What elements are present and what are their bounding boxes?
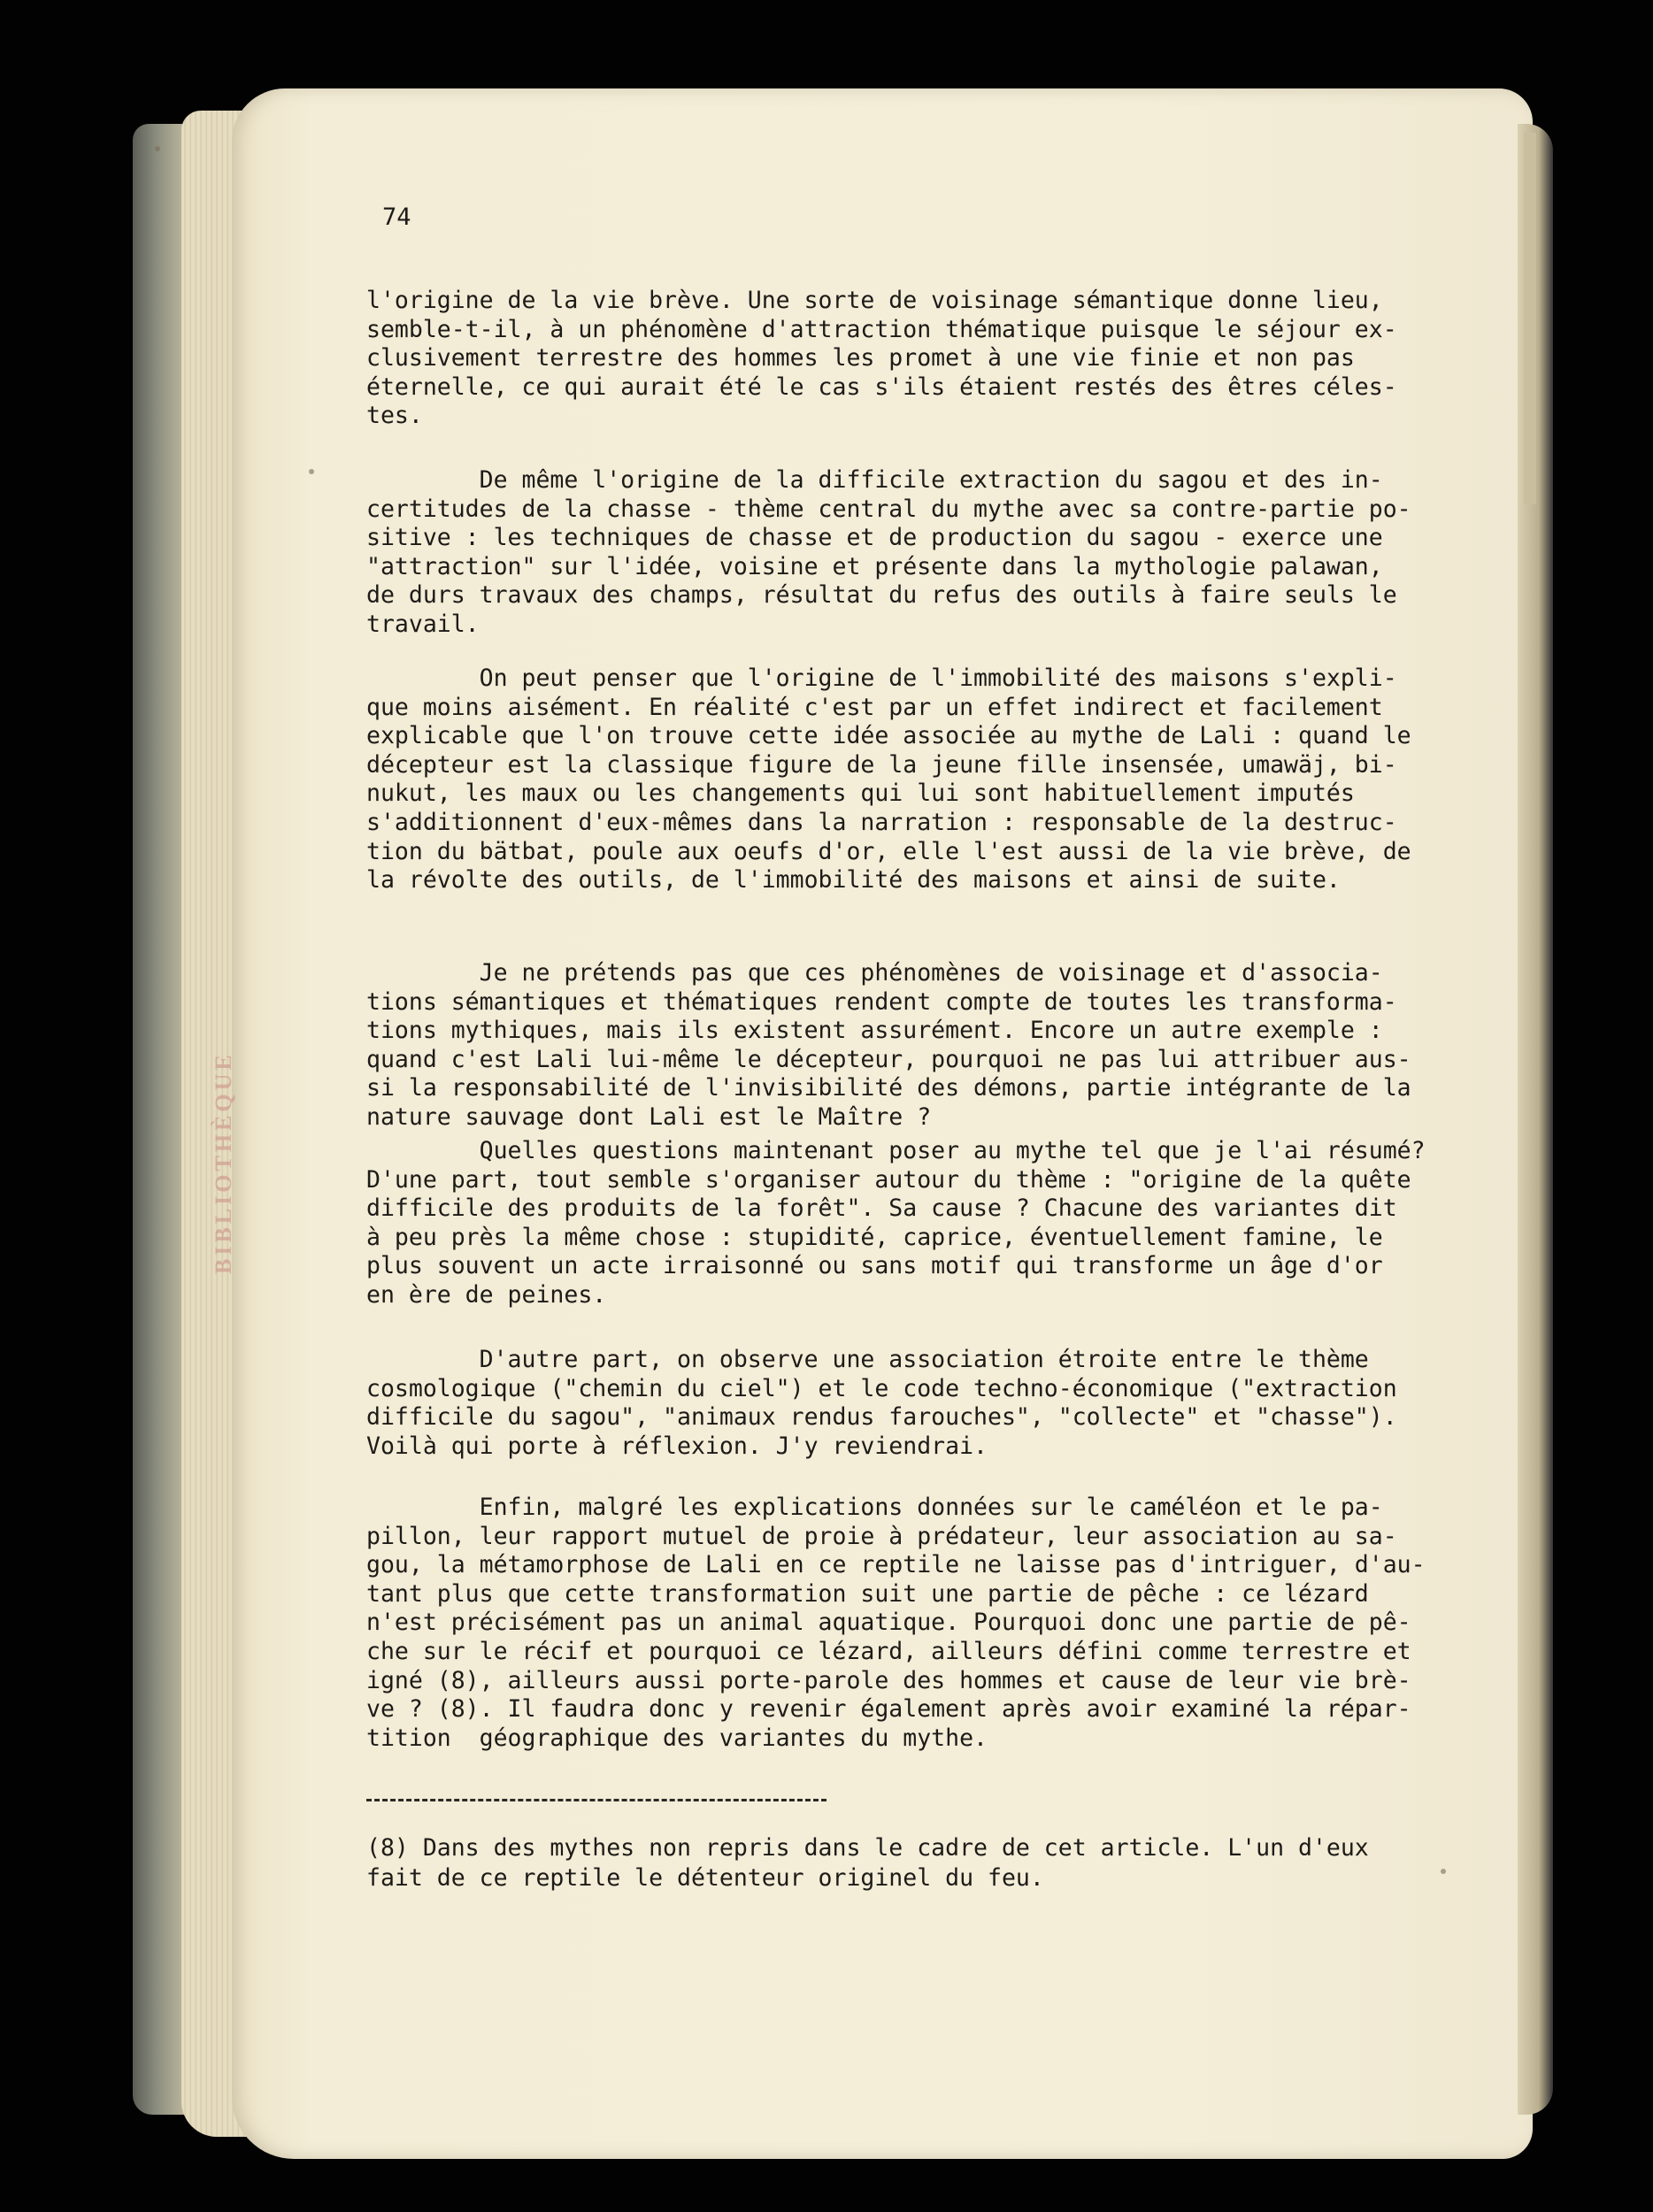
text-line: tes. — [366, 402, 423, 430]
text-line: Enfin, malgré les explications données sur le caméléon et le pa- — [366, 1494, 1383, 1521]
text-line: l'origine de la vie brève. Une sorte de voisinage sémantique donne lieu, — [366, 287, 1383, 314]
text-line: n'est précisément pas un animal aquatique. Pourquoi donc une partie de pê- — [366, 1609, 1411, 1637]
text-line: certitudes de la chasse - thème central du mythe avec sa contre-partie po- — [366, 495, 1411, 523]
dust-spot — [1441, 1869, 1446, 1874]
text-line: pillon, leur rapport mutuel de proie à prédateur, leur association au sa- — [366, 1522, 1397, 1550]
text-line: ve ? (8). Il faudra donc y revenir également après avoir examiné la répar- — [366, 1695, 1411, 1724]
paragraph-1 — [366, 287, 1397, 431]
text-line: s'additionnent d'eux-mêmes dans la narration : responsable de la destruc- — [366, 808, 1397, 836]
text-line: igné (8), ailleurs aussi porte-parole des hommes et cause de leur vie brè- — [366, 1666, 1411, 1694]
text-line: tions sémantiques et thématiques rendent compte de toutes les transforma- — [366, 987, 1397, 1016]
text-line: De même l'origine de la difficile extraction du sagou et des in- — [366, 466, 1383, 494]
paragraph-5 — [366, 1137, 1426, 1310]
text-line: que moins aisément. En réalité c'est par un effet indirect et facilement — [366, 693, 1383, 721]
text-line: On peut penser que l'origine de l'immobilité des maisons s'expli- — [366, 664, 1397, 692]
text-line: éternelle, ce qui aurait été le cas s'ils étaient restés des êtres céles- — [366, 373, 1397, 401]
footnote — [366, 1833, 1369, 1893]
text-line: cosmologique ("chemin du ciel") et le code techno-économique ("extraction — [366, 1374, 1397, 1402]
text-line: gou, la métamorphose de Lali en ce reptile ne laisse pas d'intriguer, d'au- — [366, 1551, 1426, 1579]
text-line: plus souvent un acte irraisonné ou sans motif qui transforme un âge d'or — [366, 1252, 1383, 1280]
text-line: nature sauvage dont Lali est le Maître ? — [366, 1102, 932, 1131]
dust-spot — [309, 469, 314, 474]
text-line: nukut, les maux ou les changements qui lui sont habituellement imputés — [366, 780, 1355, 808]
text-line: D'autre part, on observe une association étroite entre le thème — [366, 1346, 1369, 1373]
page-number: 74 — [382, 204, 411, 231]
text-line: tion du bätbat, poule aux oeufs d'or, elle l'est aussi de la vie brève, de — [366, 837, 1411, 865]
text-line: décepteur est la classique figure de la jeune fille insensée, umawäj, bi- — [366, 750, 1397, 779]
text-line: Quelles questions maintenant poser au mythe tel que je l'ai résumé? — [366, 1137, 1426, 1164]
text-line: tition géographique des variantes du mythe. — [366, 1724, 988, 1752]
text-line: si la responsabilité de l'invisibilité des démons, partie intégrante de la — [366, 1074, 1411, 1102]
text-line: "attraction" sur l'idée, voisine et présente dans la mythologie palawan, — [366, 552, 1383, 580]
text-line: la révolte des outils, de l'immobilité des maisons et ainsi de suite. — [366, 866, 1341, 895]
text-line: de durs travaux des champs, résultat du refus des outils à faire seuls le — [366, 581, 1397, 610]
footnote-line: fait de ce reptile le détenteur originel du feu. — [366, 1864, 1044, 1892]
paragraph-4 — [366, 959, 1411, 1133]
paragraph-7 — [366, 1494, 1426, 1753]
page-right-tab — [1524, 133, 1536, 504]
library-stamp: BIBLIOTHÈQUE — [211, 1051, 236, 1274]
text-line: tions mythiques, mais ils existent assurément. Encore un autre exemple : — [366, 1017, 1383, 1045]
text-line: D'une part, tout semble s'organiser autour du thème : "origine de la quête — [366, 1165, 1411, 1194]
text-line: semble-t-il, à un phénomène d'attraction thématique puisque le séjour ex- — [366, 315, 1397, 343]
footnote-divider — [366, 1799, 826, 1801]
text-line: explicable que l'on trouve cette idée associée au mythe de Lali : quand le — [366, 722, 1411, 750]
text-line: clusivement terrestre des hommes les promet à une vie finie et non pas — [366, 344, 1355, 373]
paragraph-6 — [366, 1346, 1397, 1461]
text-line: sitive : les techniques de chasse et de production du sagou - exerce une — [366, 524, 1383, 552]
text-line: tant plus que cette transformation suit une partie de pêche : ce lézard — [366, 1579, 1369, 1608]
footnote-line: (8) Dans des mythes non repris dans le cadre de cet article. L'un d'eux — [366, 1834, 1369, 1862]
text-line: Voilà qui porte à réflexion. J'y reviendrai. — [366, 1432, 988, 1460]
text-line: quand c'est Lali lui-même le décepteur, pourquoi ne pas lui attribuer aus- — [366, 1045, 1411, 1073]
text-line: Je ne prétends pas que ces phénomènes de voisinage et d'associa- — [366, 959, 1383, 987]
text-line: en ère de peines. — [366, 1280, 607, 1309]
text-line: à peu près la même chose : stupidité, caprice, éventuellement famine, le — [366, 1223, 1383, 1251]
paragraph-3 — [366, 664, 1411, 895]
text-line: che sur le récif et pourquoi ce lézard, ailleurs défini comme terrestre et — [366, 1637, 1411, 1665]
paragraph-2 — [366, 466, 1411, 640]
text-line: difficile des produits de la forêt". Sa cause ? Chacune des variantes dit — [366, 1194, 1397, 1223]
dust-spot — [155, 146, 160, 151]
text-line: difficile du sagou", "animaux rendus farouches", "collecte" et "chasse"). — [366, 1403, 1397, 1432]
text-line: travail. — [366, 610, 480, 638]
